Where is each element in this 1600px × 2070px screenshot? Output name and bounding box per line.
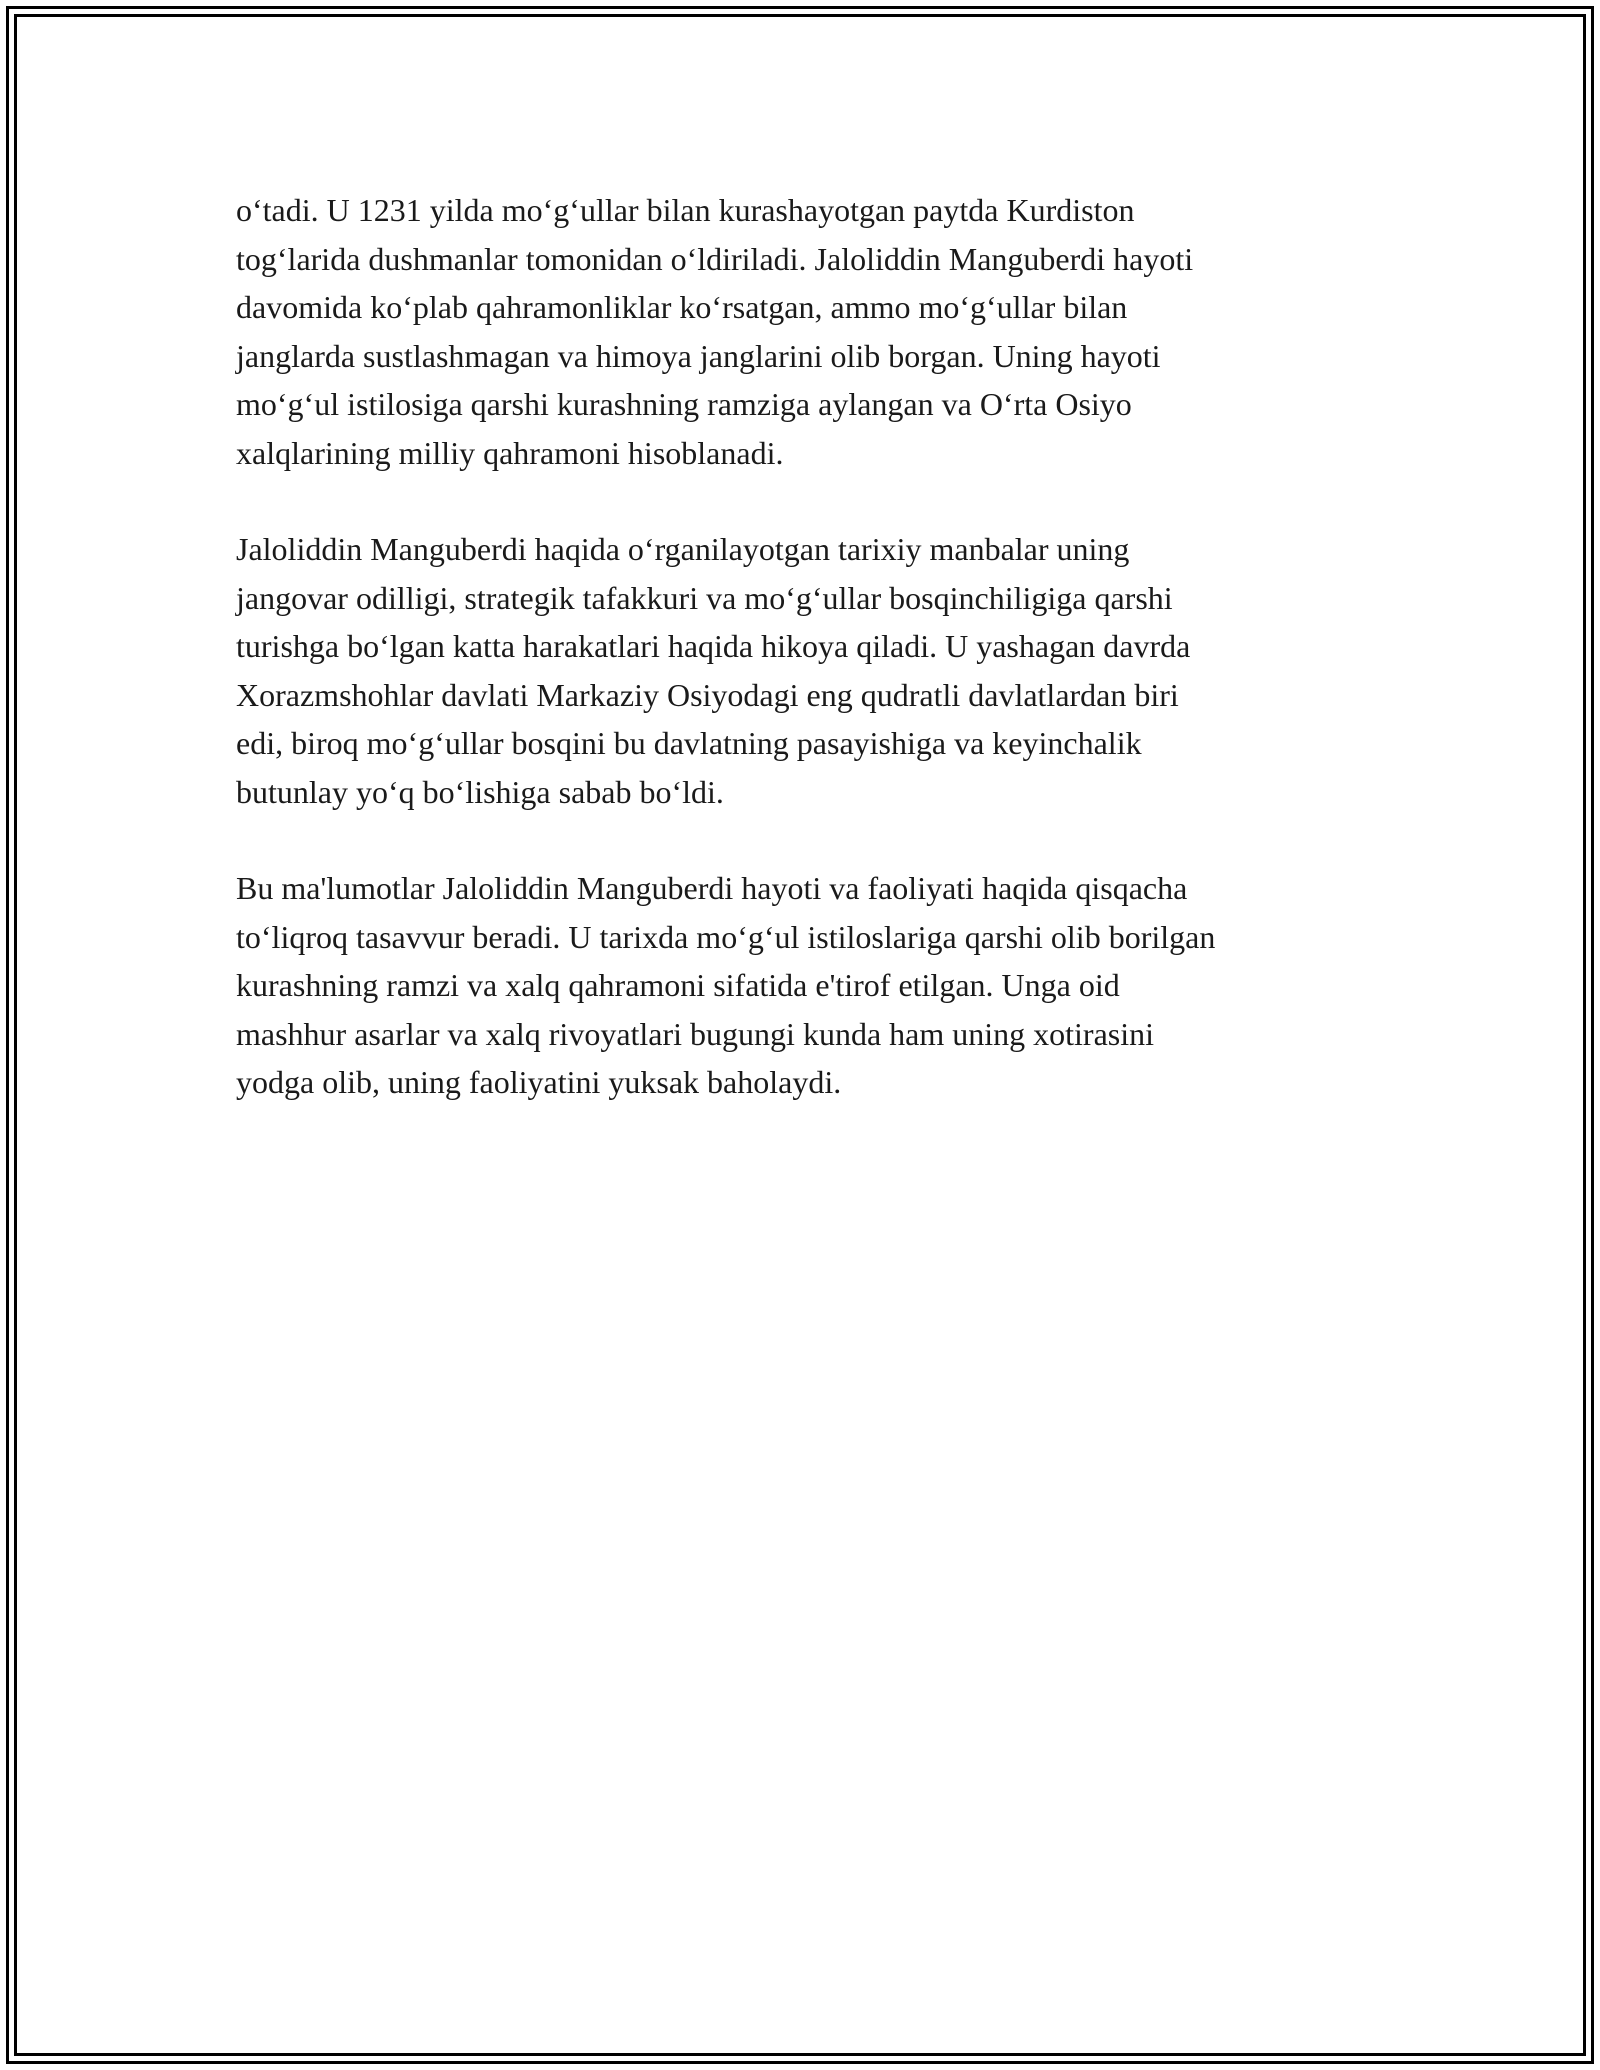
paragraph-1: o‘tadi. U 1231 yilda mo‘g‘ullar bilan kurashayotgan paytda Kurdiston tog‘larida dushmanlar tomonidan o‘ldiriladi. Jaloliddin Manguberdi hayoti davomida ko‘plab qahramonliklar ko‘rsatgan, ammo mo‘g‘ullar bilan janglarda sustlashmagan va himoya janglarini olib borgan. Uning hayoti mo‘g‘ul istilosiga qarshi kurashning ramziga aylangan va O‘rta Osiyo xalqlarining milliy qahramoni hisoblanadi. xyxy=(236,192,1194,471)
paragraph-3: Bu ma'lumotlar Jaloliddin Manguberdi hayoti va faoliyati haqida qisqacha to‘liqroq tasavvur beradi. U tarixda mo‘g‘ul istiloslariga qarshi olib borilgan kurashning ramzi va xalq qahramoni sifatida e'tirof etilgan. Unga oid mashhur asarlar va xalq rivoyatlari bugungi kunda ham uning xotirasini yodga olib, uning faoliyatini yuksak baholaydi. xyxy=(236,870,1216,1100)
paragraph-2: Jaloliddin Manguberdi haqida o‘rganilayotgan tarixiy manbalar uning jangovar odilligi, strategik tafakkuri va mo‘g‘ullar bosqinchiligiga qarshi turishga bo‘lgan katta harakatlari haqida hikoya qiladi. U yashagan davrda Xorazmshohlar davlati Markaziy Osiyodagi eng qudratli davlatlardan biri edi, biroq mo‘g‘ullar bosqini bu davlatning pasayishiga va keyinchalik butunlay yo‘q bo‘lishiga sabab bo‘ldi. xyxy=(236,531,1191,810)
document-body xyxy=(236,186,1366,1155)
